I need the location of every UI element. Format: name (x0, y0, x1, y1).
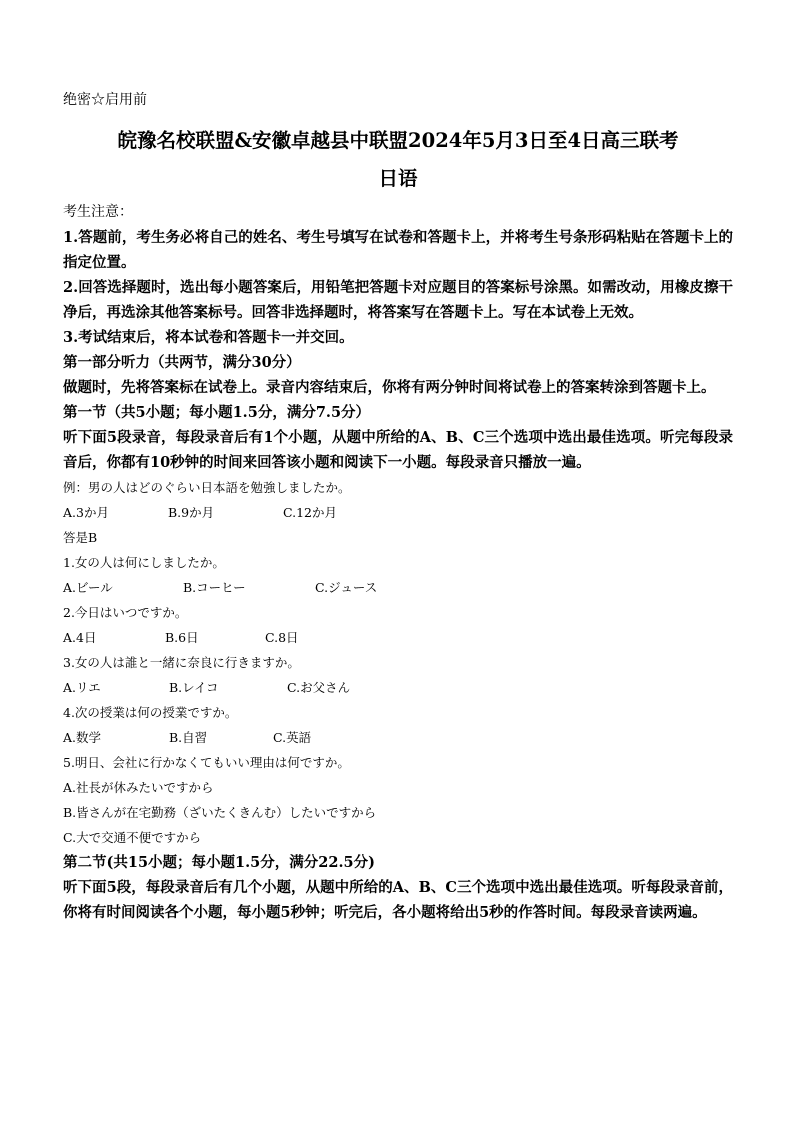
option: C.お父さん (287, 680, 351, 695)
option: C.8日 (265, 630, 299, 645)
question-options (63, 575, 733, 600)
option: B.レイコ (169, 680, 219, 695)
option: A.4日 (63, 630, 97, 645)
question-options (63, 625, 733, 650)
part1-heading: 第一部分听力（共两节，满分30分） (63, 354, 301, 371)
notice-item: 2.回答选择题时，选出每小题答案后，用铅笔把答题卡对应题目的答案标号涂黑。如需改动，用橡皮擦干净后，再选涂其他答案标号。回答非选择题时，将答案写在答题卡上。写在本试卷上无效。 (63, 279, 733, 321)
option: A.社長が休みたいですから (63, 780, 214, 795)
option: A.3か月 (63, 505, 109, 520)
notice-item: 1.答题前，考生务必将自己的姓名、考生号填写在试卷和答题卡上，并将考生号条形码粘贴在答题卡上的指定位置。 (63, 229, 733, 271)
part1-instruction: 做题时，先将答案标在试卷上。录音内容结束后，你将有两分钟时间将试卷上的答案转涂到答题卡上。 (63, 379, 716, 396)
section1-heading: 第一节（共5小题；每小题1.5分，满分7.5分） (63, 404, 371, 421)
question: 4.次の授業は何の授業ですか。 (63, 705, 238, 720)
option: A.リエ (63, 680, 101, 695)
question: 5.明日、会社に行かなくてもいい理由は何ですか。 (63, 755, 350, 770)
option: C.英語 (273, 730, 312, 745)
notice-heading: 考生注意： (63, 203, 133, 220)
example-options (63, 500, 733, 525)
secret-label: 绝密☆启用前 (63, 92, 147, 108)
option: B.皆さんが在宅勤務（ざいたくきんむ）したいですから (63, 805, 377, 820)
question-options (63, 725, 733, 750)
option: A.数学 (63, 730, 102, 745)
section2-heading: 第二节(共15小题；每小题1.5分，满分22.5分) (63, 854, 375, 871)
subject-title: 日语 (378, 166, 418, 190)
question-options (63, 675, 733, 700)
section1-instruction: 听下面5段录音，每段录音后有1个小题，从题中所给的A、B、C三个选项中选出最佳选项。听完每段录音后，你都有10秒钟的时间来回答该小题和阅读下一小题。每段录音只播放一遍。 (63, 429, 733, 471)
section2-instruction: 听下面5段，每段录音后有几个小题，从题中所给的A、B、C三个选项中选出最佳选项。听每段录音前，你将有时间阅读各个小题，每小题5秒钟；听完后，各小题将给出5秒的作答时间。每段录音读两遍。 (63, 879, 733, 921)
option: C.大で交通不便ですから (63, 830, 202, 845)
question: 3.女の人は誰と一緒に奈良に行きますか。 (63, 655, 300, 670)
example-question: 例：男の人はどのぐらい日本語を勉強しましたか。 (63, 480, 351, 495)
example-answer: 答是B (63, 530, 98, 545)
option: B.6日 (165, 630, 199, 645)
option: A.ビール (63, 580, 113, 595)
notice-item: 3.考试结束后，将本试卷和答题卡一并交回。 (63, 329, 354, 346)
option: B.自習 (169, 730, 208, 745)
option: C.12か月 (283, 505, 337, 520)
exam-page (63, 88, 733, 925)
exam-title: 皖豫名校联盟&安徽卓越县中联盟2024年5月3日至4日高三联考 (117, 128, 679, 152)
option: C.ジュース (315, 580, 378, 595)
option: B.9か月 (168, 505, 215, 520)
question: 1.女の人は何にしましたか。 (63, 555, 225, 570)
question: 2.今日はいつですか。 (63, 605, 188, 620)
option: B.コーヒー (183, 580, 246, 595)
